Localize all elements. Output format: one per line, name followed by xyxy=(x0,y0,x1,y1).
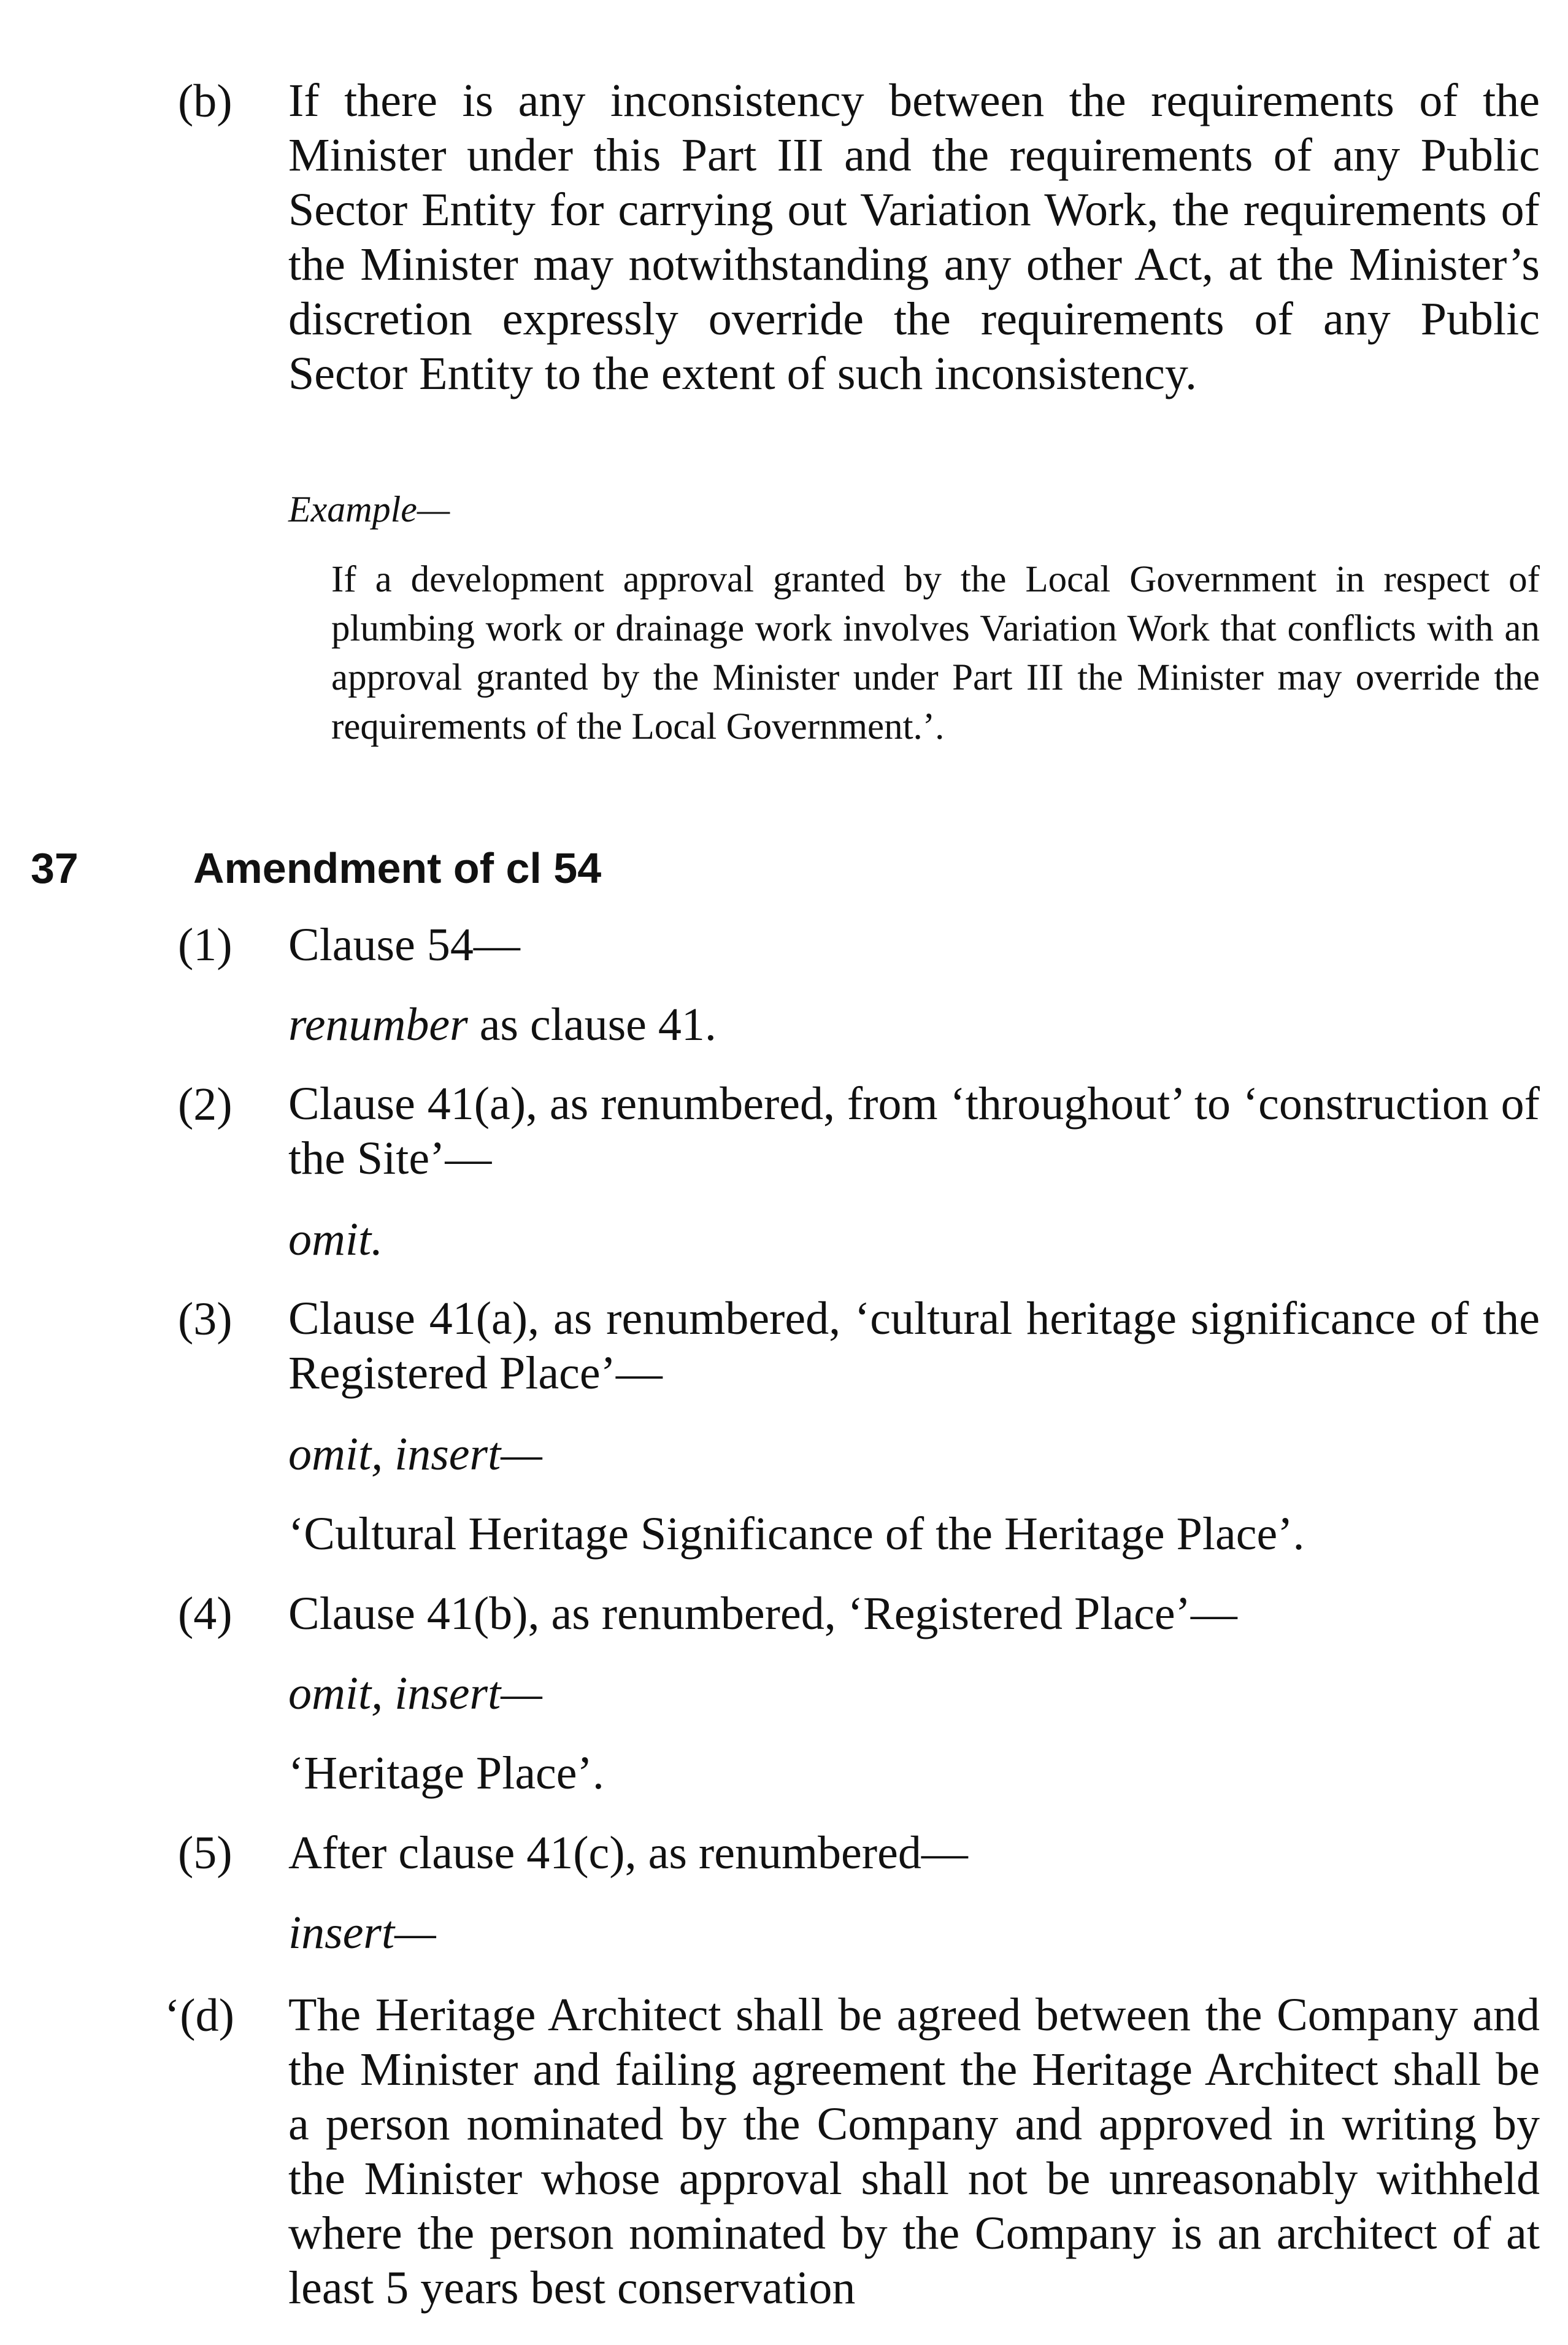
item-3-text: Clause 41(a), as renumbered, ‘cultural heritage significance of the Registered Place’— xyxy=(288,1293,1540,1399)
item-3-label: (3) xyxy=(178,1293,233,1345)
item-2-label: (2) xyxy=(178,1079,233,1130)
item-2-text: Clause 41(a), as renumbered, from ‘throughout’ to ‘construction of the Site’— xyxy=(288,1078,1540,1184)
item-1-label: (1) xyxy=(178,919,233,971)
para-b-text: If there is any inconsistency between the requirements of the Minister under this Part III and the requirements of any Public Sector Entity for carrying out Variation Work, the requirements of the Minister may notwithstanding any other Act, at the Minister’s discretion expressly override the requirements of any Public Sector Entity to the extent of such inconsistency. xyxy=(288,75,1540,399)
item-4-text: Clause 41(b), as renumbered, ‘Registered Place’— xyxy=(288,1588,1237,1639)
item-4-label: (4) xyxy=(178,1588,233,1639)
item-5-action: insert— xyxy=(288,1907,436,1958)
item-5-label: (5) xyxy=(178,1827,233,1879)
para-d-text: The Heritage Architect shall be agreed between the Company and the Minister and failing agreement the Heritage Architect shall be a person nominated by the Company and approved in writing by the Minister whose approval shall not be unreasonably withheld where the person nominated by the Company is an architect of at least 5 years best conservation xyxy=(288,1989,1540,2314)
item-4-insert-text: ‘Heritage Place’. xyxy=(288,1747,604,1799)
item-3-insert-text: ‘Cultural Heritage Significance of the Heritage Place’. xyxy=(288,1508,1305,1560)
item-3-action: omit, insert— xyxy=(288,1428,542,1480)
para-d-label: ‘(d) xyxy=(164,1990,234,2041)
item-4-action: omit, insert— xyxy=(288,1668,542,1719)
section-title: Amendment of cl 54 xyxy=(193,844,602,892)
item-2-action: omit. xyxy=(288,1214,383,1265)
item-1-action: renumber xyxy=(288,999,468,1050)
item-1-text: Clause 54— xyxy=(288,919,520,971)
item-1-action-rest: as clause 41. xyxy=(467,999,717,1050)
example-text: If a development approval granted by the Local Government in respect of plumbing work or drainage work involves Variation Work that conflicts with an approval granted by the Minister under Part III the Minister may override the requirements of the Local Government.’. xyxy=(331,559,1540,747)
item-5-text: After clause 41(c), as renumbered— xyxy=(288,1827,968,1879)
example-heading: Example— xyxy=(288,489,450,529)
para-b-label: (b) xyxy=(178,75,233,127)
item-1-instruction xyxy=(288,997,717,1052)
section-number: 37 xyxy=(31,844,79,892)
